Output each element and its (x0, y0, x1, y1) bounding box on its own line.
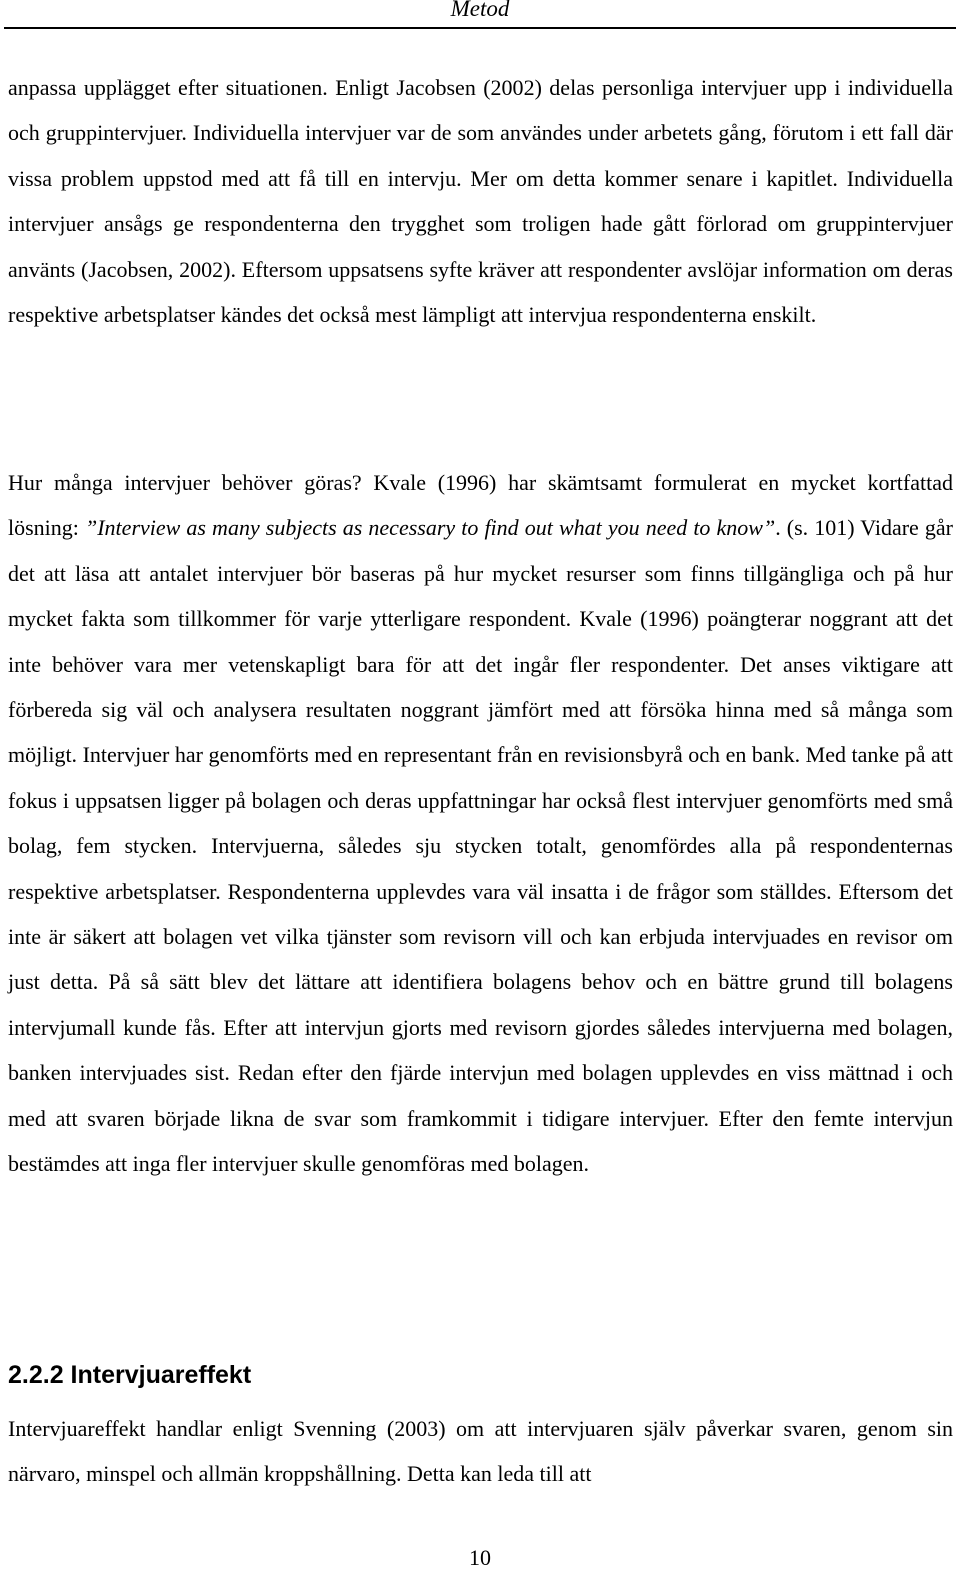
kvale-quote: ”Interview as many subjects as necessary to find out what you need to know” (85, 515, 776, 541)
running-header: Metod (450, 0, 510, 21)
paragraph-text: . (s. 101) Vidare går det att läsa att antalet intervjuer bör baseras på hur mycket resurser som finns tillgängliga och på hur mycket fakta som tillkommer för varje ytterligare respondent. Kvale (1996) poängterar noggrant att det inte behöver vara mer vetenskapligt bara för att det ingår fler respondenter. Det anses viktigare att förbereda sig väl och analysera resultaten noggrant jämfört med att försöka hinna med så många som möjligt. Intervjuer har genomförts med en representant från en revisionsbyrå och en bank. Med tanke på att fokus i uppsatsen ligger på bolagen och deras uppfattningar har också flest intervjuer genomförts med små bolag, fem stycken. Intervjuerna, således sju stycken totalt, genomfördes alla på respondenternas respektive arbetsplatser. Respondenterna upplevdes vara väl insatta i de frågor som ställdes. Eftersom det inte är säkert att bolagen vet vilka tjänster som revisorn vill och kan erbjuda intervjuades en revisor om just detta. På så sätt blev det lättare att identifiera bolagens behov och en bättre grund till bolagens intervjumall kunde fås. Efter att intervjun gjorts med revisorn gjordes således intervjuerna med bolagen, banken intervjuades sist. Redan efter den fjärde intervjun med bolagen upplevdes en viss mättnad i och med att svaren började likna de svar som framkommit i tidigare intervjuer. Efter den femte intervjun bestämdes att inga fler intervjuer skulle genomföras med bolagen. (8, 515, 954, 1177)
paragraph-text: Hur många intervjuer behöver göras? Kvale (1996) har skämtsamt formulerat en mycket kortfattad lösning: (8, 470, 953, 541)
section-heading: 2.2.2 Intervjuareffekt (8, 1361, 252, 1389)
paragraph-interviewer-effect: Intervjuareffekt handlar enligt Svenning (2003) om att intervjuaren själv påverkar svaren, genom sin närvaro, minspel och allmän kroppshållning. Detta kan leda till att (8, 1416, 953, 1487)
page-number: 10 (469, 1545, 491, 1570)
header-rule (4, 27, 956, 29)
paragraph-interview-count (8, 460, 953, 1187)
paragraph-interview-types: anpassa upplägget efter situationen. Enligt Jacobsen (2002) delas personliga intervjuer upp i individuella och gruppintervjuer. Individuella intervjuer var de som användes under arbetets gång, förutom i ett fall där vissa problem uppstod med att få till en intervju. Mer om detta kommer senare i kapitlet. Individuella intervjuer ansågs ge respondenterna den trygghet som troligen hade gått förlorad om gruppintervjuer använts (Jacobsen, 2002). Eftersom uppsatsens syfte kräver att respondenter avslöjar information om deras respektive arbetsplatser kändes det också mest lämpligt att intervjua respondenterna enskilt. (8, 75, 953, 328)
